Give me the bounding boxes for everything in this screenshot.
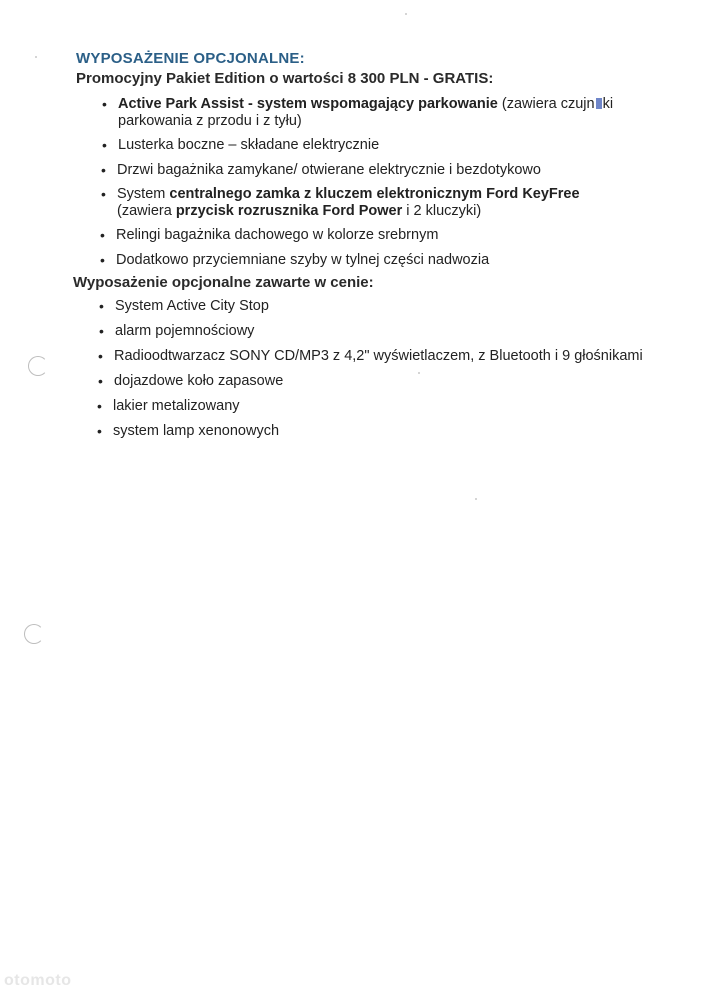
scan-speck [405, 13, 407, 15]
bullet: • [102, 96, 107, 112]
item-text: Dodatkowo przyciemniane szyby w tylnej części nadwozia [116, 252, 490, 268]
item-text: Radioodtwarzacz SONY CD/MP3 z 4,2" wyświetlaczem, z Bluetooth i 9 głośnikami [114, 348, 643, 364]
promo-package-heading: Promocyjny Pakiet Edition o wartości 8 300 PLN - GRATIS: [76, 70, 494, 87]
list-item [98, 373, 284, 390]
list-item [101, 162, 541, 179]
list-item-continuation [118, 113, 302, 130]
item-text: System [117, 186, 170, 202]
list-item [102, 137, 380, 154]
bullet: • [97, 423, 102, 439]
item-text: Relingi bagażnika dachowego w kolorze srebrnym [116, 227, 439, 243]
item-text: dojazdowe koło zapasowe [114, 373, 284, 389]
bullet: • [100, 252, 105, 268]
list-item [100, 252, 490, 269]
bullet: • [99, 323, 104, 339]
list-item [99, 323, 255, 340]
bullet: • [102, 137, 107, 153]
list-item [100, 227, 439, 244]
item-text: (zawiera czujn [497, 96, 595, 112]
list-item [99, 298, 269, 315]
item-bold-text: przycisk rozrusznika Ford Power [175, 203, 403, 219]
scan-speck [475, 498, 477, 500]
scan-speck [418, 372, 420, 374]
scan-speck [35, 56, 37, 58]
list-item [97, 398, 240, 415]
highlight-mark [596, 98, 602, 109]
list-item-continuation [117, 203, 481, 220]
bullet: • [98, 348, 103, 364]
item-text: (zawiera [117, 203, 176, 219]
list-item [97, 423, 280, 440]
list-item [101, 186, 580, 203]
list-item [102, 96, 614, 113]
item-text: lakier metalizowany [113, 398, 240, 414]
bullet: • [99, 298, 104, 314]
item-bold-text: centralnego zamka z kluczem elektronicznym Ford KeyFree [169, 186, 580, 202]
list-item [98, 348, 643, 365]
included-options-heading: Wyposażenie opcjonalne zawarte w cenie: [73, 274, 374, 291]
item-text: Drzwi bagażnika zamykane/ otwierane elektrycznie i bezdotykowo [117, 162, 541, 178]
bullet: • [101, 186, 106, 202]
bullet: • [97, 398, 102, 414]
item-text: ki [602, 96, 614, 112]
item-text: Lusterka boczne – składane elektrycznie [118, 137, 380, 153]
punch-hole-mark [28, 356, 48, 376]
bullet: • [101, 162, 106, 178]
document-title: WYPOSAŻENIE OPCJONALNE: [76, 50, 305, 67]
item-text: alarm pojemnościowy [115, 323, 255, 339]
item-text: i 2 kluczyki) [402, 203, 482, 219]
item-text: parkowania z przodu i z tyłu) [118, 113, 302, 129]
bullet: • [100, 227, 105, 243]
watermark: otomoto [4, 972, 72, 989]
item-text: system lamp xenonowych [113, 423, 280, 439]
bullet: • [98, 373, 103, 389]
item-bold-text: Active Park Assist - system wspomagający parkowanie [118, 96, 498, 112]
punch-hole-mark [24, 624, 44, 644]
item-text: System Active City Stop [115, 298, 269, 314]
